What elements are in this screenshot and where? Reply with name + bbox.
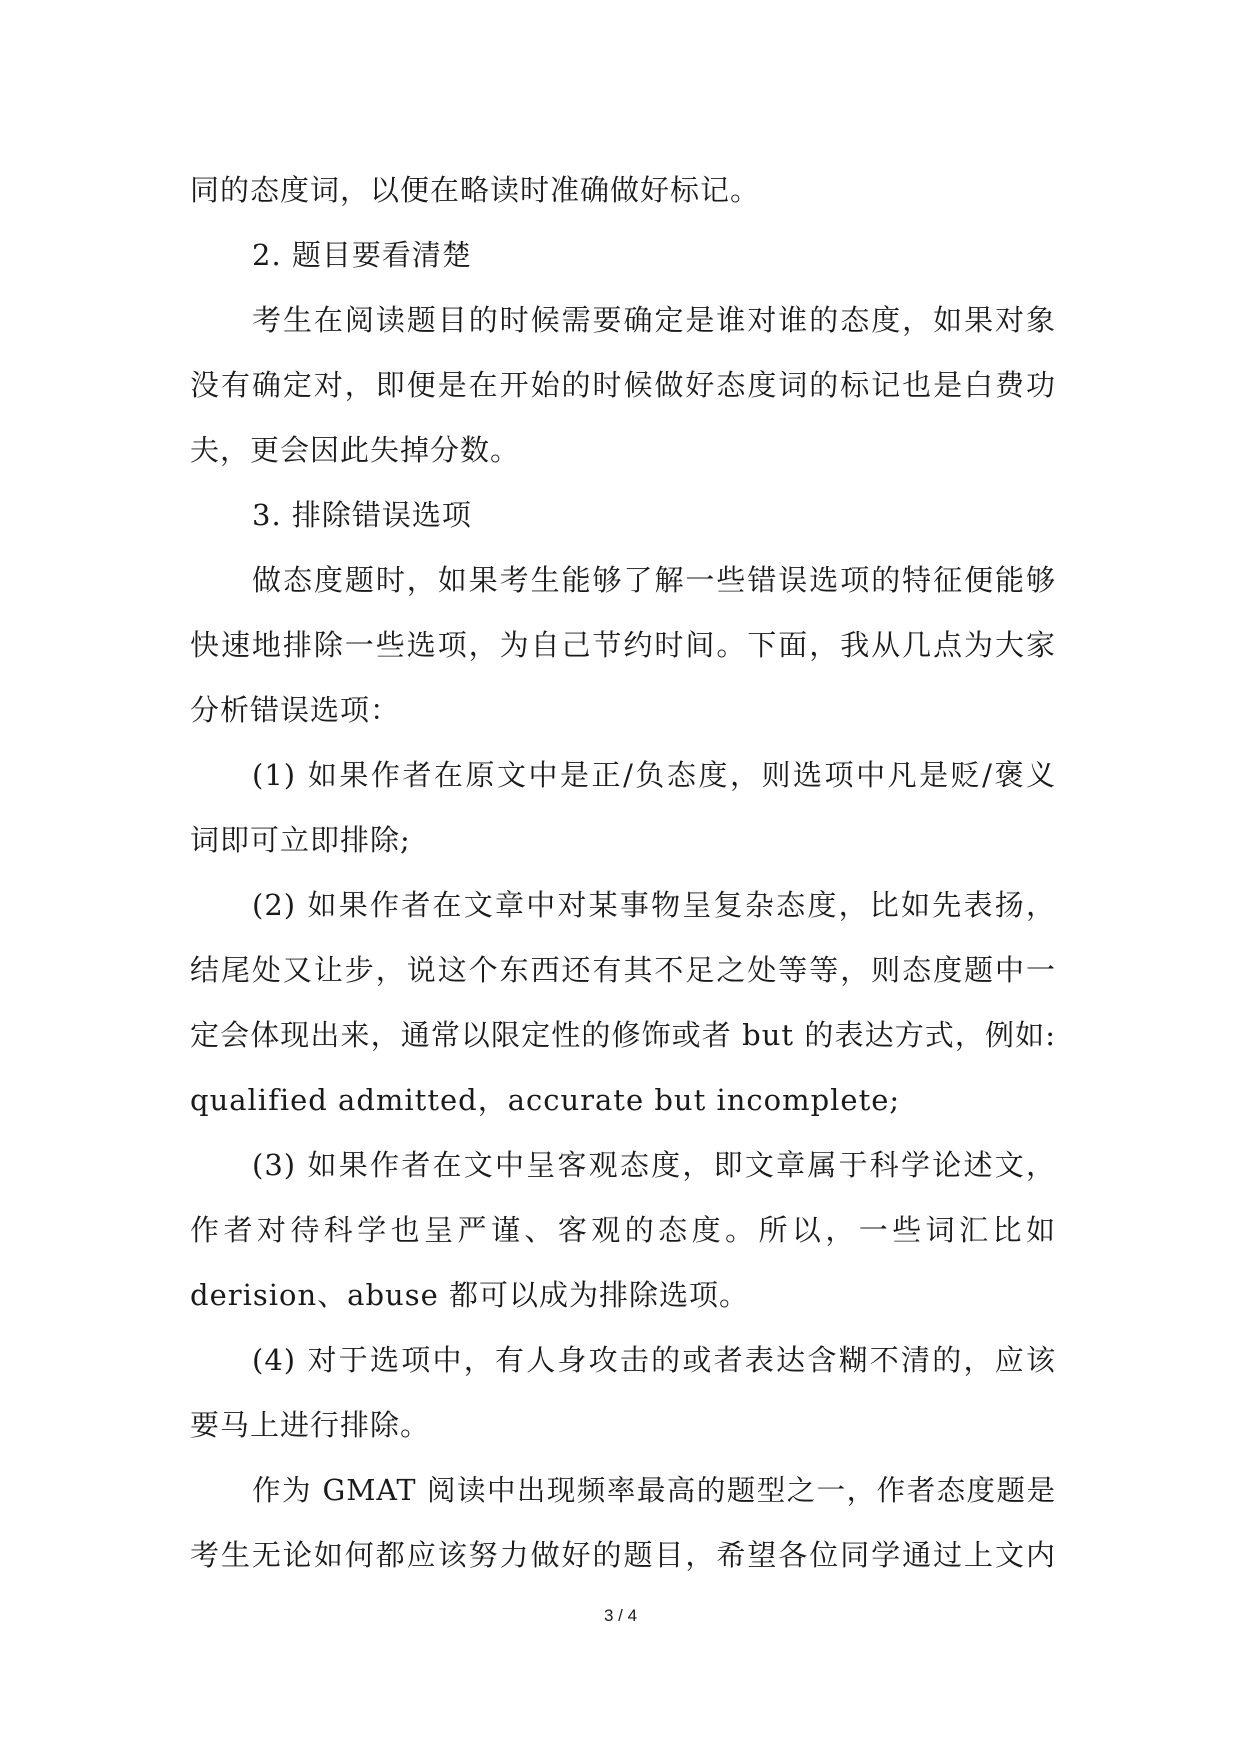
text-line: derision、abuse 都可以成为排除选项。 [190, 1278, 749, 1312]
text-line: (4) 对于选项中，有人身攻击的或者表达含糊不清的，应该 [252, 1343, 1056, 1377]
text-line: 考生在阅读题目的时候需要确定是谁对谁的态度，如果对象 [252, 303, 1056, 337]
text-line: 词即可立即排除; [190, 823, 411, 857]
text-line: 作为 GMAT 阅读中出现频率最高的题型之一，作者态度题是 [252, 1474, 1056, 1507]
text-line: 结尾处又让步，说这个东西还有其不足之处等等，则态度题中一 [190, 953, 1056, 987]
text-line: 做态度题时，如果考生能够了解一些错误选项的特征便能够 [252, 563, 1056, 597]
text-line: 同的态度词，以便在略读时准确做好标记。 [190, 173, 761, 207]
text-line: 3. 排除错误选项 [252, 498, 472, 532]
text-line: 考生无论如何都应该努力做好的题目，希望各位同学通过上文内 [190, 1538, 1056, 1572]
body-text [190, 158, 1056, 1588]
text-line: (3) 如果作者在文中呈客观态度，即文章属于科学论述文， [252, 1148, 1056, 1182]
text-line: qualified admitted，accurate but incomplete; [190, 1083, 901, 1117]
text-line: 定会体现出来，通常以限定性的修饰或者 but 的表达方式，例如: [190, 1018, 1056, 1052]
text-line: 要马上进行排除。 [190, 1408, 431, 1442]
text-line: 夫，更会因此失掉分数。 [190, 433, 521, 467]
text-line: 没有确定对，即便是在开始的时候做好态度词的标记也是白费功 [190, 368, 1056, 402]
text-line: (1) 如果作者在原文中是正/负态度，则选项中凡是贬/褒义 [252, 758, 1056, 792]
page-number: 3 / 4 [603, 1606, 638, 1625]
text-line: (2) 如果作者在文章中对某事物呈复杂态度，比如先表扬， [252, 888, 1056, 922]
text-line: 分析错误选项： [190, 693, 401, 727]
text-line: 2. 题目要看清楚 [252, 238, 472, 272]
text-line: 快速地排除一些选项，为自己节约时间。下面，我从几点为大家 [190, 628, 1056, 662]
text-line: 作者对待科学也呈严谨、客观的态度。所以，一些词汇比如 [190, 1213, 1056, 1247]
